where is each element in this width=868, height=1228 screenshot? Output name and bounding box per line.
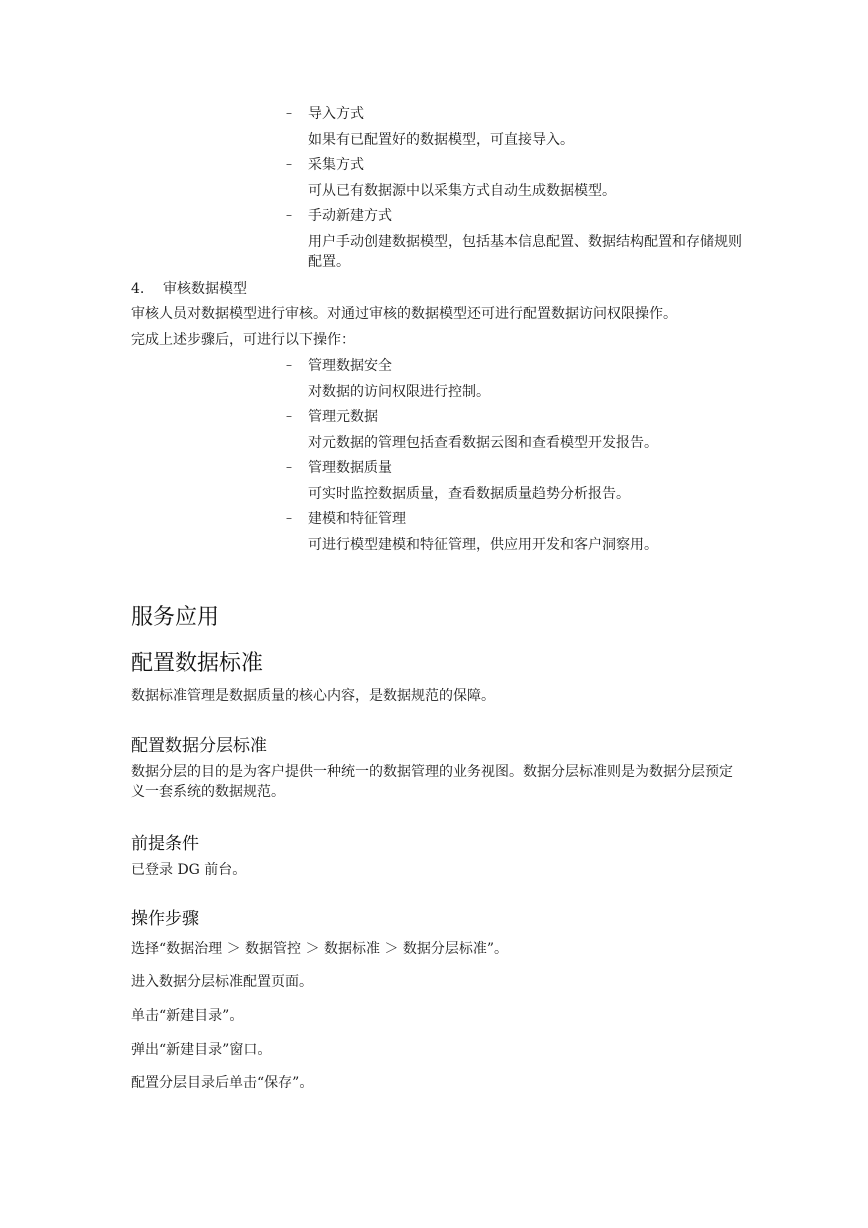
list-item-title: 管理元数据 xyxy=(308,409,378,425)
list-item-desc: 可进行模型建模和特征管理，供应用开发和客户洞察用。 xyxy=(308,537,658,553)
step-number: 4. xyxy=(131,281,145,297)
step-item: 配置分层目录后单击“保存”。 xyxy=(131,1075,314,1091)
step-item: 进入数据分层标准配置页面。 xyxy=(131,974,313,990)
list-item-title: 管理数据质量 xyxy=(308,460,392,476)
list-item-desc: 用户手动创建数据模型，包括基本信息配置、数据结构配置和存储规则配置。 xyxy=(308,234,742,270)
step-item: 弹出“新建目录”窗口。 xyxy=(131,1042,272,1058)
steps-title: 操作步骤 xyxy=(131,909,199,929)
list-item-desc: 可从已有数据源中以采集方式自动生成数据模型。 xyxy=(308,183,616,199)
step-item: 选择“数据治理 ＞ 数据管控 ＞ 数据标准 ＞ 数据分层标准”。 xyxy=(131,941,509,957)
list-item-desc: 对数据的访问权限进行控制。 xyxy=(308,384,490,400)
list-bullet: – xyxy=(286,511,292,525)
step-desc: 审核人员对数据模型进行审核。对通过审核的数据模型还可进行配置数据访问权限操作。 xyxy=(131,306,677,322)
list-bullet: – xyxy=(286,208,292,222)
list-bullet: – xyxy=(286,106,292,120)
step-item: 单击“新建目录”。 xyxy=(131,1008,244,1024)
list-item-title: 手动新建方式 xyxy=(308,208,392,224)
section-subtitle: 配置数据标准 xyxy=(131,651,264,676)
after-steps-text: 完成上述步骤后，可进行以下操作： xyxy=(131,332,355,348)
list-bullet: – xyxy=(286,409,292,423)
list-item-title: 建模和特征管理 xyxy=(308,511,406,527)
list-bullet: – xyxy=(286,460,292,474)
list-item-desc: 对元数据的管理包括查看数据云图和查看模型开发报告。 xyxy=(308,435,658,451)
prereq-desc: 已登录 DG 前台。 xyxy=(131,862,247,878)
section-title: 服务应用 xyxy=(131,605,220,630)
list-bullet: – xyxy=(286,358,292,372)
list-item-title: 采集方式 xyxy=(308,157,364,173)
layer-title: 配置数据分层标准 xyxy=(131,736,267,756)
list-item-title: 导入方式 xyxy=(308,106,364,122)
prereq-title: 前提条件 xyxy=(131,834,199,854)
list-item-desc: 可实时监控数据质量，查看数据质量趋势分析报告。 xyxy=(308,486,630,502)
list-item-title: 管理数据安全 xyxy=(308,358,392,374)
layer-desc: 数据分层的目的是为客户提供一种统一的数据管理的业务视图。数据分层标准则是为数据分层预定义一套系统的数据规范。 xyxy=(131,764,733,800)
section-intro: 数据标准管理是数据质量的核心内容，是数据规范的保障。 xyxy=(131,688,495,704)
list-item-desc: 如果有已配置好的数据模型，可直接导入。 xyxy=(308,132,574,148)
list-bullet: – xyxy=(286,157,292,171)
step-title: 审核数据模型 xyxy=(163,281,247,297)
